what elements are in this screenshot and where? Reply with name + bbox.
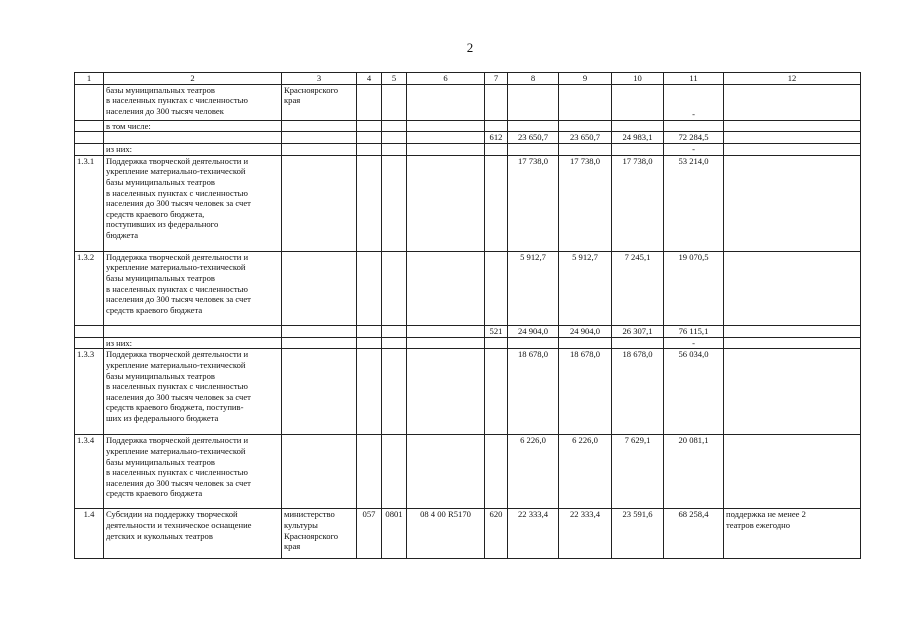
code-cell (357, 132, 382, 144)
executor-cell (282, 435, 357, 509)
code-cell (485, 84, 508, 120)
row-number-cell: 1.4 (75, 509, 104, 559)
code-cell (382, 349, 407, 435)
value-cell (559, 144, 612, 156)
code-cell (407, 435, 485, 509)
result-cell (724, 132, 861, 144)
code-cell (382, 251, 407, 325)
table-row (75, 155, 861, 251)
code-cell (382, 435, 407, 509)
row-number-cell (75, 144, 104, 156)
code-cell (407, 132, 485, 144)
code-cell (357, 325, 382, 337)
code-cell (485, 144, 508, 156)
header-cell: 11 (664, 73, 724, 85)
value-cell (559, 120, 612, 132)
executor-cell: Красноярского края (282, 84, 357, 120)
page-number: 2 (466, 40, 474, 55)
code-cell (357, 251, 382, 325)
row-number-cell: 1.3.4 (75, 435, 104, 509)
value-cell: 23 650,7 (508, 132, 559, 144)
value-cell: - (664, 144, 724, 156)
code-cell (407, 155, 485, 251)
value-cell: - (664, 337, 724, 349)
row-number-cell (75, 84, 104, 120)
code-cell (382, 120, 407, 132)
code-cell (485, 337, 508, 349)
table-row (75, 435, 861, 509)
value-cell: 24 904,0 (508, 325, 559, 337)
value-cell: 76 115,1 (664, 325, 724, 337)
header-cell: 9 (559, 73, 612, 85)
row-name-cell (104, 325, 282, 337)
executor-cell (282, 144, 357, 156)
executor-cell (282, 132, 357, 144)
value-cell: 17 738,0 (559, 155, 612, 251)
row-name-cell: Поддержка творческой деятельности и укрепление материально-технической базы муниципальных театров в населенных пунктах с численностью населения до 300 тысяч человек за счет средств краевого бюджета, поступивших из федерального бюджета (104, 155, 282, 251)
value-cell: 7 245,1 (612, 251, 664, 325)
program-table (74, 72, 861, 559)
code-cell (485, 120, 508, 132)
value-cell: 18 678,0 (559, 349, 612, 435)
value-cell: 22 333,4 (559, 509, 612, 559)
code-cell (485, 349, 508, 435)
value-cell: 6 226,0 (559, 435, 612, 509)
value-cell: 20 081,1 (664, 435, 724, 509)
header-cell: 8 (508, 73, 559, 85)
value-cell: 5 912,7 (508, 251, 559, 325)
result-cell (724, 251, 861, 325)
value-cell: 26 307,1 (612, 325, 664, 337)
value-cell: 23 591,6 (612, 509, 664, 559)
code-cell (485, 251, 508, 325)
code-cell (357, 337, 382, 349)
value-cell: 56 034,0 (664, 349, 724, 435)
result-cell (724, 349, 861, 435)
code-cell (357, 144, 382, 156)
code-cell (357, 84, 382, 120)
row-number-cell: 1.3.1 (75, 155, 104, 251)
code-cell: 08 4 00 R5170 (407, 509, 485, 559)
table-row (75, 84, 861, 120)
row-number-cell (75, 120, 104, 132)
code-cell: 620 (485, 509, 508, 559)
row-name-cell: из них: (104, 144, 282, 156)
result-cell: поддержка не менее 2 театров ежегодно (724, 509, 861, 559)
code-cell (382, 84, 407, 120)
value-cell (612, 337, 664, 349)
code-cell (407, 349, 485, 435)
code-cell (407, 144, 485, 156)
value-cell: - (664, 84, 724, 120)
code-cell: 612 (485, 132, 508, 144)
table-header-row (75, 73, 861, 85)
value-cell (559, 337, 612, 349)
executor-cell: министерство культуры Красноярского края (282, 509, 357, 559)
row-name-cell: Поддержка творческой деятельности и укрепление материально-технической базы муниципальных театров в населенных пунктах с численностью населения до 300 тысяч человек за счет средств краевого бюджета, поступив- ших из федерального бюджета (104, 349, 282, 435)
executor-cell (282, 325, 357, 337)
value-cell: 24 983,1 (612, 132, 664, 144)
code-cell: 0801 (382, 509, 407, 559)
result-cell (724, 435, 861, 509)
row-name-cell: базы муниципальных театров в населенных пунктах с численностью населения до 300 тысяч человек (104, 84, 282, 120)
header-cell: 3 (282, 73, 357, 85)
value-cell (612, 120, 664, 132)
table-row (75, 144, 861, 156)
row-name-cell: Субсидии на поддержку творческой деятельности и техническое оснащение детских и кукольных театров (104, 509, 282, 559)
executor-cell (282, 251, 357, 325)
value-cell: 6 226,0 (508, 435, 559, 509)
result-cell (724, 155, 861, 251)
value-cell: 19 070,5 (664, 251, 724, 325)
value-cell (559, 84, 612, 120)
code-cell: 521 (485, 325, 508, 337)
executor-cell (282, 155, 357, 251)
header-cell: 1 (75, 73, 104, 85)
code-cell (357, 120, 382, 132)
value-cell (508, 337, 559, 349)
header-cell: 2 (104, 73, 282, 85)
value-cell (508, 144, 559, 156)
value-cell (664, 120, 724, 132)
code-cell (382, 155, 407, 251)
value-cell: 5 912,7 (559, 251, 612, 325)
value-cell (612, 144, 664, 156)
value-cell: 17 738,0 (508, 155, 559, 251)
row-number-cell (75, 337, 104, 349)
value-cell: 22 333,4 (508, 509, 559, 559)
row-name-cell: Поддержка творческой деятельности и укрепление материально-технической базы муниципальных театров в населенных пунктах с численностью населения до 300 тысяч человек за счет средств краевого бюджета (104, 435, 282, 509)
header-cell: 10 (612, 73, 664, 85)
value-cell: 68 258,4 (664, 509, 724, 559)
header-cell: 12 (724, 73, 861, 85)
executor-cell (282, 120, 357, 132)
value-cell (612, 84, 664, 120)
row-name-cell: в том числе: (104, 120, 282, 132)
code-cell (407, 325, 485, 337)
value-cell: 53 214,0 (664, 155, 724, 251)
executor-cell (282, 337, 357, 349)
code-cell (407, 337, 485, 349)
value-cell (508, 84, 559, 120)
table-row (75, 120, 861, 132)
value-cell: 17 738,0 (612, 155, 664, 251)
row-name-cell: из них: (104, 337, 282, 349)
code-cell (407, 251, 485, 325)
header-cell: 7 (485, 73, 508, 85)
code-cell (407, 84, 485, 120)
table-row (75, 349, 861, 435)
result-cell (724, 325, 861, 337)
row-name-cell (104, 132, 282, 144)
row-name-cell: Поддержка творческой деятельности и укрепление материально-технической базы муниципальных театров в населенных пунктах с численностью населения до 300 тысяч человек за счет средств краевого бюджета (104, 251, 282, 325)
value-cell (508, 120, 559, 132)
executor-cell (282, 349, 357, 435)
value-cell: 18 678,0 (612, 349, 664, 435)
code-cell (382, 325, 407, 337)
result-cell (724, 84, 861, 120)
code-cell (382, 337, 407, 349)
table-row (75, 132, 861, 144)
row-number-cell: 1.3.3 (75, 349, 104, 435)
value-cell: 24 904,0 (559, 325, 612, 337)
code-cell (407, 120, 485, 132)
header-cell: 5 (382, 73, 407, 85)
row-number-cell (75, 325, 104, 337)
result-cell (724, 144, 861, 156)
header-cell: 4 (357, 73, 382, 85)
value-cell: 18 678,0 (508, 349, 559, 435)
row-number-cell (75, 132, 104, 144)
table-row (75, 251, 861, 325)
code-cell: 057 (357, 509, 382, 559)
code-cell (357, 349, 382, 435)
header-cell: 6 (407, 73, 485, 85)
code-cell (382, 144, 407, 156)
result-cell (724, 120, 861, 132)
code-cell (382, 132, 407, 144)
code-cell (357, 435, 382, 509)
code-cell (485, 435, 508, 509)
row-number-cell: 1.3.2 (75, 251, 104, 325)
value-cell: 72 284,5 (664, 132, 724, 144)
code-cell (357, 155, 382, 251)
table-row (75, 337, 861, 349)
value-cell: 23 650,7 (559, 132, 612, 144)
result-cell (724, 337, 861, 349)
value-cell: 7 629,1 (612, 435, 664, 509)
table-row (75, 325, 861, 337)
table-row (75, 509, 861, 559)
code-cell (485, 155, 508, 251)
